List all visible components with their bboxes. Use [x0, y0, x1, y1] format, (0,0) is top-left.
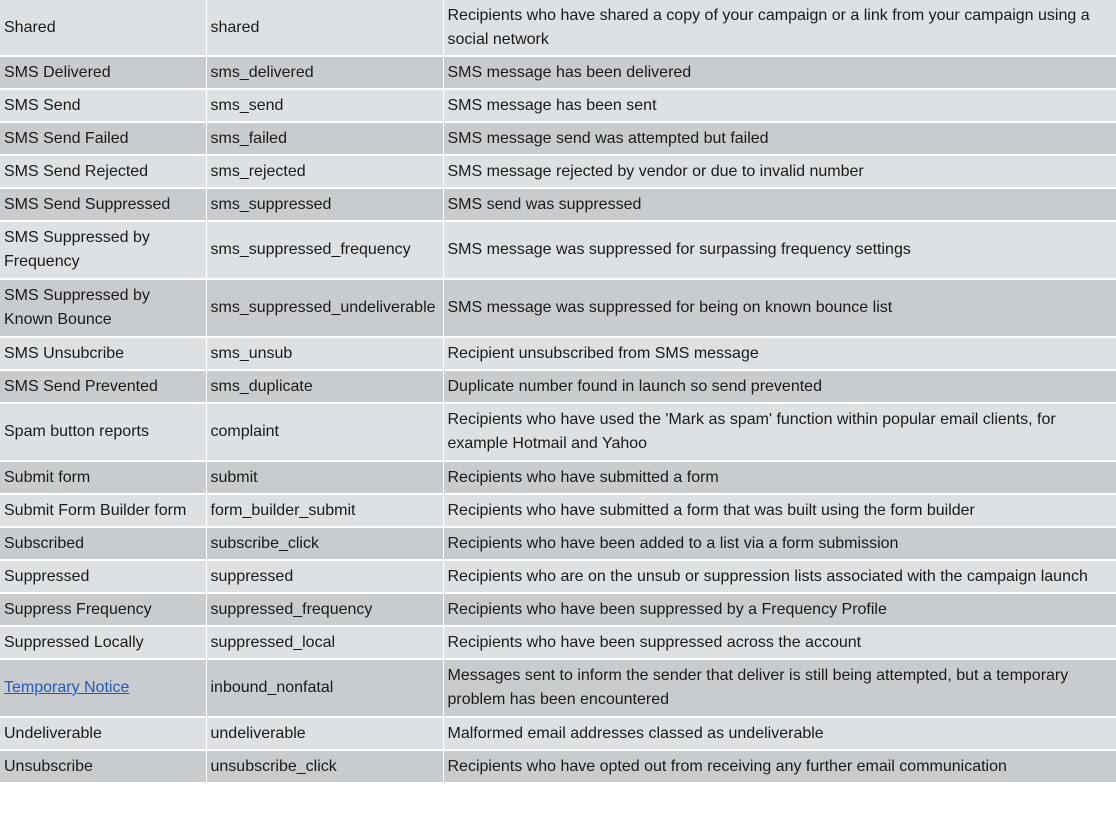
event-name-cell: SMS Send Prevented [0, 370, 206, 403]
table-row [0, 0, 1116, 56]
event-description-cell: SMS message rejected by vendor or due to invalid number [443, 155, 1116, 188]
event-code-cell: sms_unsub [206, 337, 443, 370]
event-code-cell: subscribe_click [206, 527, 443, 560]
event-code-cell: submit [206, 461, 443, 494]
event-name-cell: Shared [0, 0, 206, 56]
table-row [0, 717, 1116, 750]
event-description-cell: Recipients who have shared a copy of your campaign or a link from your campaign using a social network [443, 0, 1116, 56]
table-row [0, 626, 1116, 659]
event-code-cell: sms_suppressed [206, 188, 443, 221]
event-name-cell: SMS Send Failed [0, 122, 206, 155]
event-description-cell: SMS message was suppressed for being on known bounce list [443, 279, 1116, 337]
event-code-cell: inbound_nonfatal [206, 659, 443, 717]
event-name-cell: Undeliverable [0, 717, 206, 750]
event-code-cell: shared [206, 0, 443, 56]
table-row [0, 461, 1116, 494]
event-code-cell: sms_duplicate [206, 370, 443, 403]
event-name-cell: Unsubscribe [0, 750, 206, 783]
event-name-cell: Suppressed [0, 560, 206, 593]
event-code-cell: sms_suppressed_frequency [206, 221, 443, 279]
event-description-cell: Malformed email addresses classed as undeliverable [443, 717, 1116, 750]
event-name-cell: Suppress Frequency [0, 593, 206, 626]
table-row [0, 279, 1116, 337]
event-name-link[interactable]: Temporary Notice [4, 679, 130, 696]
event-description-cell: Recipients who are on the unsub or suppression lists associated with the campaign launch [443, 560, 1116, 593]
table-row [0, 370, 1116, 403]
event-description-cell: Recipients who have used the 'Mark as spam' function within popular email clients, for example Hotmail and Yahoo [443, 403, 1116, 461]
event-description-cell: SMS send was suppressed [443, 188, 1116, 221]
event-description-cell: SMS message has been sent [443, 89, 1116, 122]
event-description-cell: Recipients who have been added to a list via a form submission [443, 527, 1116, 560]
event-description-cell: Recipients who have submitted a form [443, 461, 1116, 494]
event-code-cell: unsubscribe_click [206, 750, 443, 783]
event-code-cell: sms_delivered [206, 56, 443, 89]
event-name-cell: Spam button reports [0, 403, 206, 461]
event-description-cell: Recipients who have opted out from receiving any further email communication [443, 750, 1116, 783]
event-description-cell: Recipients who have been suppressed across the account [443, 626, 1116, 659]
event-description-cell: Recipients who have been suppressed by a Frequency Profile [443, 593, 1116, 626]
event-name-cell: SMS Unsubcribe [0, 337, 206, 370]
event-code-cell: suppressed_local [206, 626, 443, 659]
table-row [0, 494, 1116, 527]
event-code-cell: sms_failed [206, 122, 443, 155]
event-description-cell: SMS message send was attempted but failed [443, 122, 1116, 155]
table-row [0, 221, 1116, 279]
event-description-cell: Recipient unsubscribed from SMS message [443, 337, 1116, 370]
event-description-cell: Duplicate number found in launch so send prevented [443, 370, 1116, 403]
event-code-cell: sms_rejected [206, 155, 443, 188]
event-code-cell: suppressed [206, 560, 443, 593]
table-row [0, 560, 1116, 593]
event-code-cell: suppressed_frequency [206, 593, 443, 626]
event-code-cell: undeliverable [206, 717, 443, 750]
event-name-cell: SMS Suppressed by Known Bounce [0, 279, 206, 337]
table-row [0, 155, 1116, 188]
table-row [0, 750, 1116, 783]
event-name-cell: SMS Send Rejected [0, 155, 206, 188]
event-code-cell: complaint [206, 403, 443, 461]
event-name-cell: Submit Form Builder form [0, 494, 206, 527]
event-code-cell: form_builder_submit [206, 494, 443, 527]
event-name-cell: Subscribed [0, 527, 206, 560]
table-row [0, 188, 1116, 221]
table-row [0, 403, 1116, 461]
event-name-cell: SMS Delivered [0, 56, 206, 89]
event-name-cell: Suppressed Locally [0, 626, 206, 659]
table-row [0, 527, 1116, 560]
table-row [0, 122, 1116, 155]
table-row [0, 593, 1116, 626]
table-row [0, 89, 1116, 122]
table-row [0, 337, 1116, 370]
event-code-cell: sms_send [206, 89, 443, 122]
event-code-cell: sms_suppressed_undeliverable [206, 279, 443, 337]
event-description-cell: Recipients who have submitted a form that was built using the form builder [443, 494, 1116, 527]
event-name-cell: SMS Send [0, 89, 206, 122]
event-description-cell: Messages sent to inform the sender that deliver is still being attempted, but a temporary problem has been encountered [443, 659, 1116, 717]
event-name-cell: SMS Send Suppressed [0, 188, 206, 221]
event-description-cell: SMS message has been delivered [443, 56, 1116, 89]
event-name-cell [0, 659, 206, 717]
table-row [0, 56, 1116, 89]
event-description-cell: SMS message was suppressed for surpassing frequency settings [443, 221, 1116, 279]
table-row [0, 659, 1116, 717]
event-name-cell: Submit form [0, 461, 206, 494]
event-name-cell: SMS Suppressed by Frequency [0, 221, 206, 279]
